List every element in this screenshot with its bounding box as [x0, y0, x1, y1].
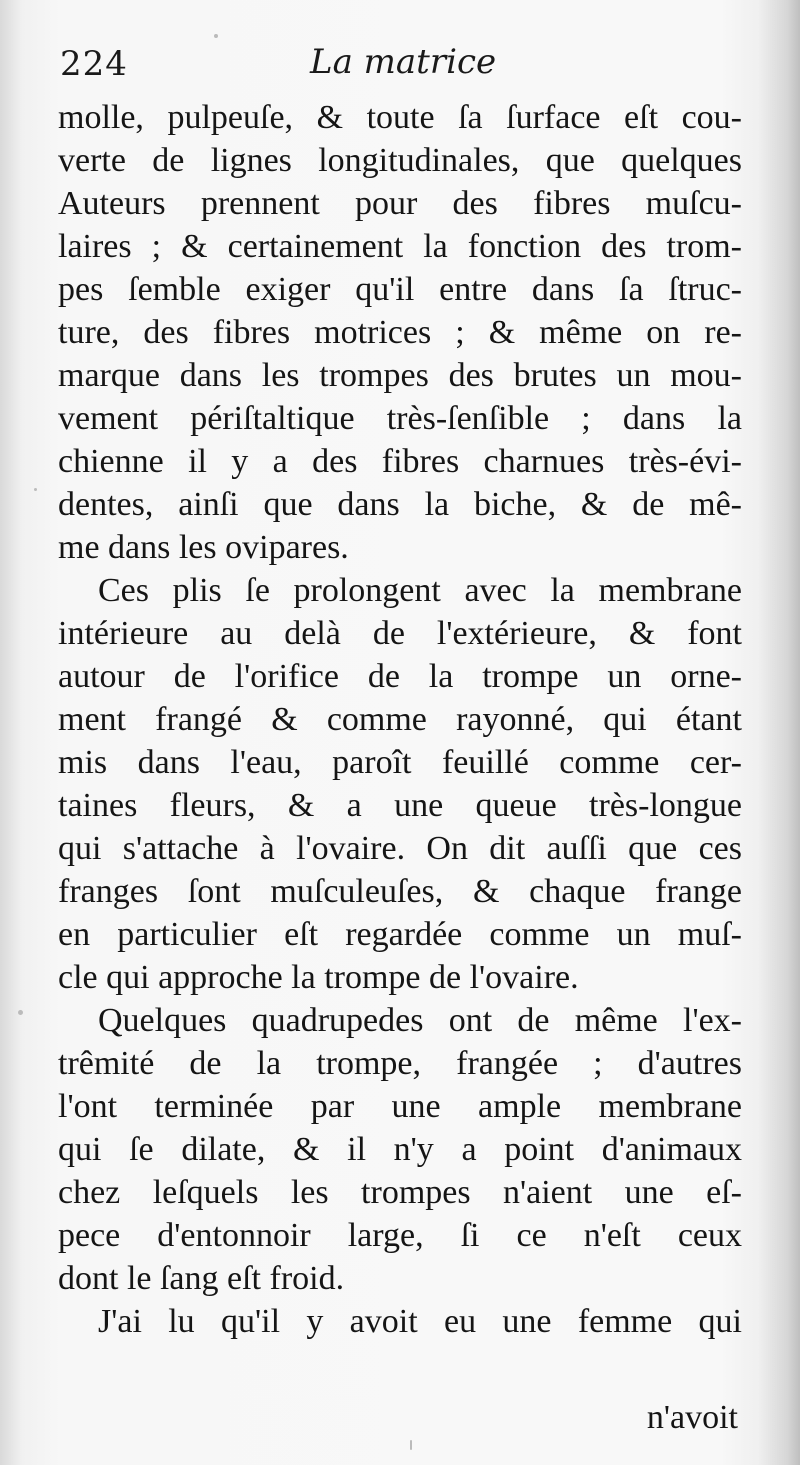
text-line: trêmité de la trompe, frangée ; d'autres — [58, 1045, 742, 1082]
text-line: laires ; & certainement la fonction des trom- — [58, 228, 742, 265]
text-line: intérieure au delà de l'extérieure, & font — [58, 615, 742, 652]
page-edge-shadow — [758, 0, 800, 1465]
text-line: qui s'attache à l'ovaire. On dit auſſi que ces — [58, 830, 742, 867]
running-title: La matrice — [310, 42, 497, 82]
paper-speck — [18, 1010, 23, 1015]
paper-speck — [34, 488, 37, 491]
text-line: taines fleurs, & a une queue très-longue — [58, 787, 742, 824]
paragraph-end-line: cle qui approche la trompe de l'ovaire. — [58, 959, 579, 996]
text-line: qui ſe dilate, & il n'y a point d'animaux — [58, 1131, 742, 1168]
paragraph-start-line: J'ai lu qu'il y avoit eu une femme qui — [98, 1303, 742, 1340]
body-text — [58, 96, 742, 1343]
text-line: franges ſont muſculeuſes, & chaque frange — [58, 873, 742, 910]
paragraph-start-line: Ces plis ſe prolongent avec la membrane — [98, 572, 742, 609]
page-header — [60, 40, 740, 92]
text-line: l'ont terminée par une ample membrane — [58, 1088, 742, 1125]
paper-speck — [214, 34, 218, 38]
text-line: mis dans l'eau, paroît feuillé comme cer- — [58, 744, 742, 781]
text-line: en particulier eſt regardée comme un muſ- — [58, 916, 742, 953]
text-line: marque dans les trompes des brutes un mou- — [58, 357, 742, 394]
text-line: Auteurs prennent pour des fibres muſcu- — [58, 185, 742, 222]
text-line: pes ſemble exiger qu'il entre dans ſa ſtruc- — [58, 271, 742, 308]
text-line: chez leſquels les trompes n'aient une eſ- — [58, 1174, 742, 1211]
catchword: n'avoit — [646, 1399, 738, 1436]
text-line: ture, des fibres motrices ; & même on re- — [58, 314, 742, 351]
text-line: autour de l'orifice de la trompe un orne- — [58, 658, 742, 695]
paragraph-end-line: dont le ſang eſt froid. — [58, 1260, 345, 1297]
paper-speck — [410, 1440, 412, 1450]
paragraph-start-line: Quelques quadrupedes ont de même l'ex- — [98, 1002, 742, 1039]
text-line: chienne il y a des fibres charnues très-évi- — [58, 443, 742, 480]
text-line: molle, pulpeuſe, & toute ſa ſurface eſt cou- — [58, 99, 742, 136]
page-number: 224 — [60, 44, 128, 84]
text-line: vement périſtaltique très-ſenſible ; dans la — [58, 400, 742, 437]
paragraph-end-line: me dans les ovipares. — [58, 529, 349, 566]
text-line: verte de lignes longitudinales, que quelques — [58, 142, 742, 179]
text-line: pece d'entonnoir large, ſi ce n'eſt ceux — [58, 1217, 742, 1254]
text-line: dentes, ainſi que dans la biche, & de mê- — [58, 486, 742, 523]
text-line: ment frangé & comme rayonné, qui étant — [58, 701, 742, 738]
